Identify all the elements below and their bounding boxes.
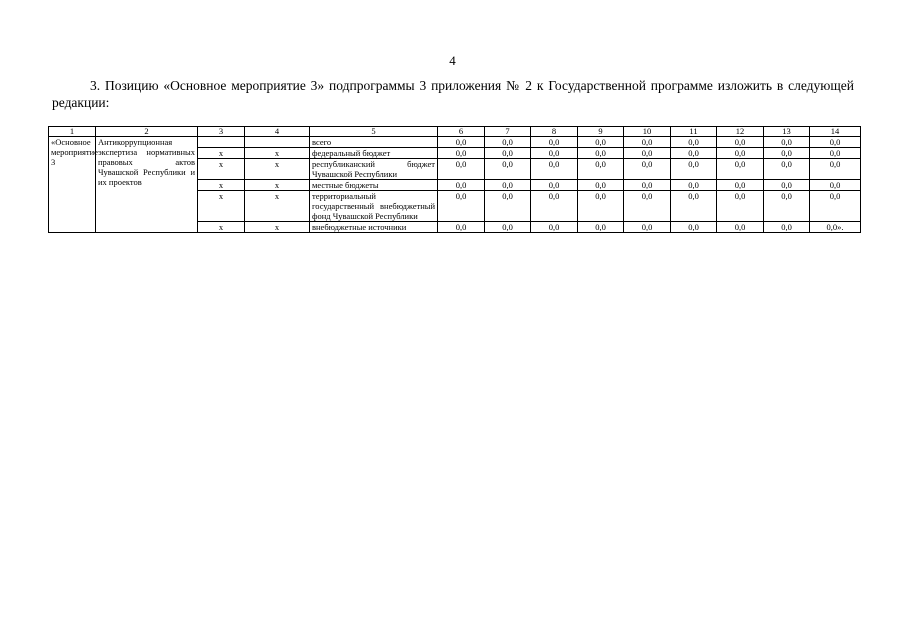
value-cell: 0,0 [438, 222, 485, 233]
value-cell: 0,0 [810, 148, 861, 159]
value-cell: 0,0 [764, 222, 810, 233]
value-cell: 0,0 [531, 148, 578, 159]
value-cell: 0,0 [810, 137, 861, 148]
value-cell: 0,0 [764, 137, 810, 148]
value-cell: 0,0 [531, 191, 578, 222]
value-cell: 0,0 [810, 159, 861, 180]
value-cell: 0,0 [578, 159, 624, 180]
header-cell: 14 [810, 127, 861, 137]
header-cell: 3 [198, 127, 245, 137]
value-cell: 0,0 [531, 137, 578, 148]
value-cell: 0,0 [671, 148, 717, 159]
value-cell: 0,0 [717, 148, 764, 159]
value-cell: 0,0 [485, 180, 531, 191]
value-cell: 0,0 [717, 191, 764, 222]
col3-cell: x [198, 191, 245, 222]
value-cell: 0,0 [671, 191, 717, 222]
funding-source-cell: республиканский бюджет Чувашской Республики [310, 159, 438, 180]
funding-source-cell: федеральный бюджет [310, 148, 438, 159]
value-cell: 0,0 [624, 191, 671, 222]
col3-cell: x [198, 159, 245, 180]
value-cell: 0,0 [578, 180, 624, 191]
value-cell: 0,0 [717, 180, 764, 191]
activity-name-cell: «Основное мероприятие 3 [49, 137, 96, 233]
value-cell: 0,0 [485, 159, 531, 180]
header-cell: 10 [624, 127, 671, 137]
value-cell: 0,0 [764, 180, 810, 191]
value-cell: 0,0 [717, 159, 764, 180]
value-cell: 0,0 [578, 191, 624, 222]
header-cell: 2 [96, 127, 198, 137]
value-cell: 0,0 [578, 148, 624, 159]
col4-cell [245, 137, 310, 148]
value-cell: 0,0 [438, 137, 485, 148]
col4-cell: x [245, 159, 310, 180]
header-cell: 5 [310, 127, 438, 137]
value-cell: 0,0 [764, 148, 810, 159]
value-cell: 0,0 [578, 222, 624, 233]
value-cell: 0,0 [717, 222, 764, 233]
value-cell: 0,0». [810, 222, 861, 233]
col4-cell: x [245, 191, 310, 222]
value-cell: 0,0 [438, 191, 485, 222]
header-cell: 8 [531, 127, 578, 137]
header-cell: 11 [671, 127, 717, 137]
value-cell: 0,0 [531, 180, 578, 191]
table-row [49, 137, 861, 148]
value-cell: 0,0 [671, 159, 717, 180]
col3-cell: x [198, 180, 245, 191]
value-cell: 0,0 [624, 137, 671, 148]
funding-source-cell: территориальный государственный внебюджетный фонд Чувашской Республики [310, 191, 438, 222]
value-cell: 0,0 [671, 180, 717, 191]
funding-source-cell: местные бюджеты [310, 180, 438, 191]
value-cell: 0,0 [764, 191, 810, 222]
value-cell: 0,0 [485, 148, 531, 159]
value-cell: 0,0 [717, 137, 764, 148]
value-cell: 0,0 [485, 191, 531, 222]
header-cell: 4 [245, 127, 310, 137]
value-cell: 0,0 [531, 222, 578, 233]
col4-cell: x [245, 180, 310, 191]
header-cell: 6 [438, 127, 485, 137]
header-cell: 9 [578, 127, 624, 137]
value-cell: 0,0 [624, 148, 671, 159]
value-cell: 0,0 [485, 137, 531, 148]
value-cell: 0,0 [624, 222, 671, 233]
header-cell: 13 [764, 127, 810, 137]
intro-paragraph: 3. Позицию «Основное мероприятие 3» подпрограммы 3 приложения № 2 к Государственной программе изложить в следующей редакции: [52, 78, 854, 110]
activity-description-cell: Антикоррупционная экспертиза нормативных правовых актов Чувашской Республики и их проектов [96, 137, 198, 233]
col3-cell: x [198, 148, 245, 159]
header-cell: 12 [717, 127, 764, 137]
header-cell: 7 [485, 127, 531, 137]
value-cell: 0,0 [438, 148, 485, 159]
col3-cell: x [198, 222, 245, 233]
value-cell: 0,0 [438, 159, 485, 180]
value-cell: 0,0 [624, 159, 671, 180]
header-cell: 1 [49, 127, 96, 137]
value-cell: 0,0 [810, 191, 861, 222]
header-row [49, 127, 861, 137]
value-cell: 0,0 [624, 180, 671, 191]
col3-cell [198, 137, 245, 148]
funding-source-cell: всего [310, 137, 438, 148]
page-number: 4 [449, 53, 456, 68]
col4-cell: x [245, 148, 310, 159]
value-cell: 0,0 [438, 180, 485, 191]
value-cell: 0,0 [671, 222, 717, 233]
program-table [48, 126, 861, 233]
value-cell: 0,0 [485, 222, 531, 233]
value-cell: 0,0 [578, 137, 624, 148]
value-cell: 0,0 [810, 180, 861, 191]
col4-cell: x [245, 222, 310, 233]
funding-source-cell: внебюджетные источники [310, 222, 438, 233]
value-cell: 0,0 [531, 159, 578, 180]
value-cell: 0,0 [671, 137, 717, 148]
value-cell: 0,0 [764, 159, 810, 180]
